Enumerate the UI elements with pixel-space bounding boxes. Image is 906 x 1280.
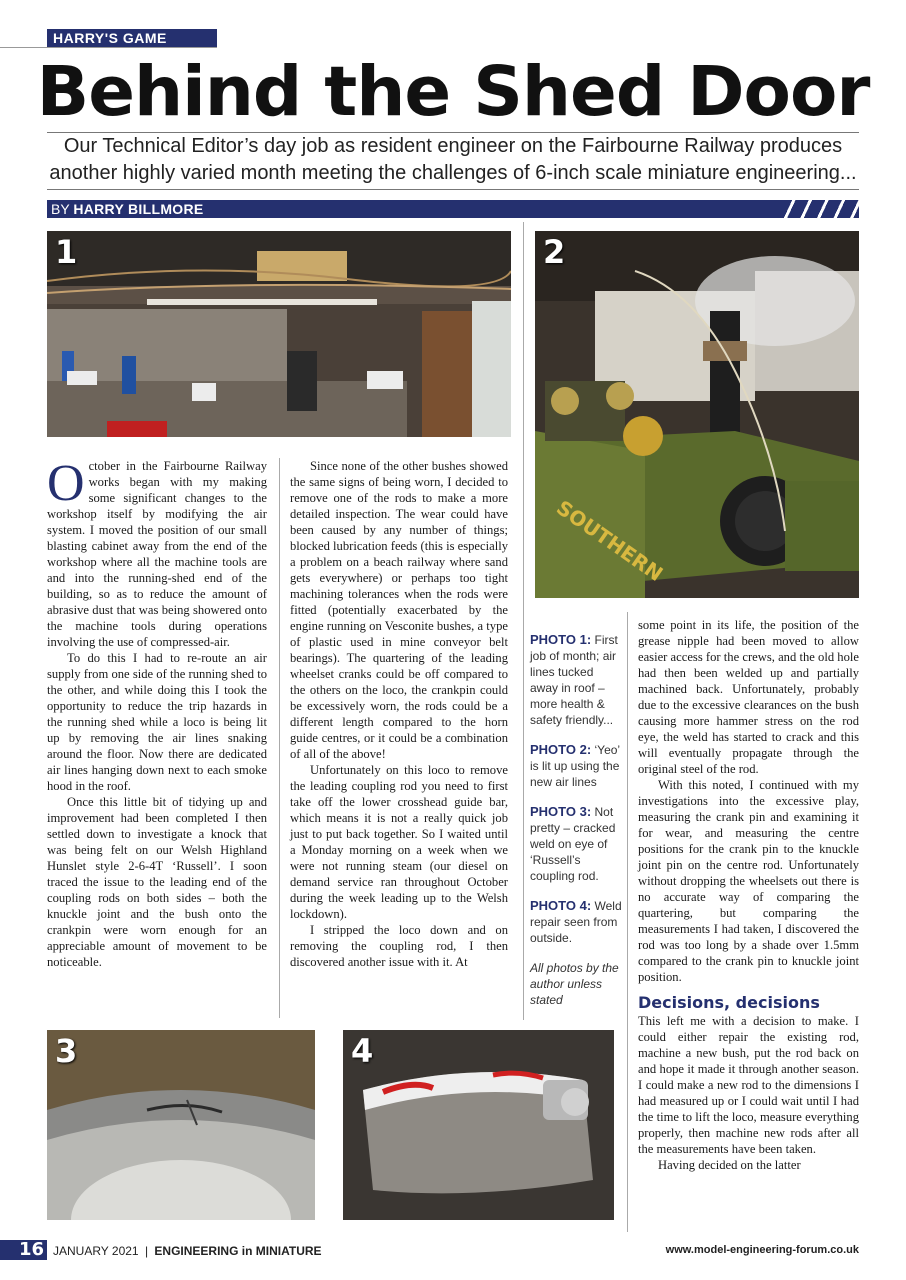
workshop-photo-image: [47, 231, 511, 437]
footer-issue: [53, 1244, 322, 1258]
photo-1-number: 1: [55, 233, 78, 271]
column-divider: [627, 612, 628, 1232]
divider: [0, 47, 217, 48]
paragraph: With this noted, I continued with my investigations into the excessive play, measuring the crank pin and examining it for wear, and measuring the centre positions for the crank pin to the knuckle joint pin on the centre rod. Unfortunately without dropping the wheelsets out there is no accurate way of comparing the quartering, but comparing the measurements I had taken, I discovered the rod was too long by a shade over 1.5mm compared to the crank pin to knuckle joint position.: [638, 778, 859, 984]
page-title: Behind the Shed Door: [36, 52, 870, 132]
decorative-stripes: [779, 200, 859, 218]
caption-text: Not pretty – cracked weld on eye of ‘Russell’s coupling rod.: [530, 805, 616, 883]
photo-captions: [530, 632, 622, 1022]
byline: [47, 200, 859, 218]
photo-4: [343, 1030, 614, 1220]
caption-1: [530, 632, 622, 728]
column-divider: [523, 222, 524, 1020]
subheading: Decisions, decisions: [638, 993, 820, 1012]
caption-2: [530, 742, 622, 790]
cracked-weld-photo-image: [47, 1030, 315, 1220]
paragraph: Since none of the other bushes showed the same signs of being worn, I decided to remove one of the rods to make a more detailed inspection. The wear could have been caused by any number of things; blocked lubrication feeds (this is especially a problem on a beach railway where sand gets everywhere) or perhaps too tight machining tolerances when the rods were fitted (potentially exacerbated by the engine running on Vesconite bushes, a type of plastic used in mine conveyor belt bearings). The quartering of the leading wheelset cranks could be off compared to the others on the loco, the crankpin could be excessively worn, the rods could be a different length compared to the horn guide centres, or it could be a combination of all of the above!: [290, 459, 508, 761]
paragraph: This left me with a decision to make. I could either repair the existing rod, machine a new bush, put the rod back on and hope it made it through another season. I could make a new rod to the dimensions I had measured up or I could wait until I had the time to lift the loco, measure everything properly, then machine new rods after all the measurements have been taken.: [638, 1014, 859, 1156]
footer-separator: |: [144, 1244, 149, 1258]
paragraph: some point in its life, the position of the grease nipple had been moved to allow easier access for the crews, and the old hole had then been welded up and partially machined back. Unfortunately, probably due to the excessive clearances on the bush causing more hammer stress on the rod eye, the weld has started to crack and this will eventually propagate through the original steel of the rod.: [638, 618, 859, 776]
paragraph: [47, 455, 267, 650]
paragraph: Having decided on the latter: [658, 1158, 801, 1172]
standfirst: Our Technical Editor’s day job as resident engineer on the Fairbourne Railway produces another highly varied month meeting the challenges of 6-inch scale miniature engineering...: [49, 135, 857, 184]
caption-label: PHOTO 4:: [530, 898, 592, 913]
dropcap: O: [47, 455, 85, 512]
paragraph: Unfortunately on this loco to remove the leading coupling rod you need to first take off the lower crosshead guide bar, which means it is not a really quick job just to put back together. So I waited until a Monday morning on a week when we were not running steam (our diesel on demand service ran throughout October during the week leading up to the Welsh lockdown).: [290, 763, 508, 921]
photo-3: [47, 1030, 315, 1220]
caption-label: PHOTO 2:: [530, 742, 592, 757]
caption-text: ‘Yeo’ is lit up using the new air lines: [530, 743, 620, 789]
photo-credit: [530, 960, 622, 1008]
caption-label: PHOTO 3:: [530, 804, 592, 819]
caption-3: [530, 804, 622, 884]
caption-text: First job of month; air lines tucked away in roof – more health & safety friendly...: [530, 633, 618, 727]
caption-4: [530, 898, 622, 946]
issue-date: JANUARY 2021: [53, 1244, 139, 1258]
photo-4-number: 4: [351, 1032, 374, 1070]
page-number: 16: [0, 1240, 47, 1260]
weld-repair-photo-image: [343, 1030, 614, 1220]
column-divider: [279, 458, 280, 1018]
paragraph: I stripped the loco down and on removing the coupling rod, I then discovered another issue with it. At: [290, 923, 508, 969]
svg-text:SOUTHERN: SOUTHERN: [552, 495, 668, 587]
byline-prefix: BY: [51, 201, 70, 217]
body-column-4: [638, 617, 859, 1173]
credit-text: All photos by the author unless stated: [530, 961, 619, 1007]
photo-2: [535, 231, 859, 598]
divider: [47, 189, 859, 190]
photo-1: [47, 231, 511, 437]
body-column-2: [290, 458, 508, 970]
photo-2-number: 2: [543, 233, 566, 271]
caption-label: PHOTO 1:: [530, 632, 592, 647]
photo-3-number: 3: [55, 1032, 78, 1070]
paragraph-text: ctober in the Fairbourne Railway works began with my making some significant changes to the workshop itself by modifying the air system. I moved the position of our small blasting cabinet away from the end of the workshop where all the machine tools are and into the running-shed end of the building, so as to reduce the amount of abrasive dust that was being showered onto the machine tools during operations involving the use of compressed-air.: [47, 459, 267, 649]
byline-author: HARRY BILLMORE: [73, 201, 204, 217]
locomotive-photo-image: [535, 231, 859, 598]
caption-text: Weld repair seen from outside.: [530, 899, 622, 945]
footer-url[interactable]: www.model-engineering-forum.co.uk: [665, 1244, 859, 1256]
magazine-name: ENGINEERING in MINIATURE: [154, 1244, 322, 1258]
paragraph: To do this I had to re-route an air supply from one side of the running shed to the other, and while doing this I took the opportunity to reduce the trip hazards in the running shed while a loco is being lit up by removing the air lines snaking around the floor. Now there are dedicated air lines hanging down next to each smoke hood in the roof.: [47, 651, 267, 793]
section-tag: HARRY'S GAME: [47, 29, 217, 47]
paragraph: Once this little bit of tidying up and improvement had been completed I then settled down to investigate a knock that was being felt on our Welsh Highland Hunslet style 2-6-4T ‘Russell’. I soon traced the issue to the leading end of the coupling rods on both sides – both the knuckle joint and the bush onto the crankpin were worn enough for an appreciable amount of movement to be noticeable.: [47, 795, 267, 969]
body-column-1: [47, 455, 267, 970]
